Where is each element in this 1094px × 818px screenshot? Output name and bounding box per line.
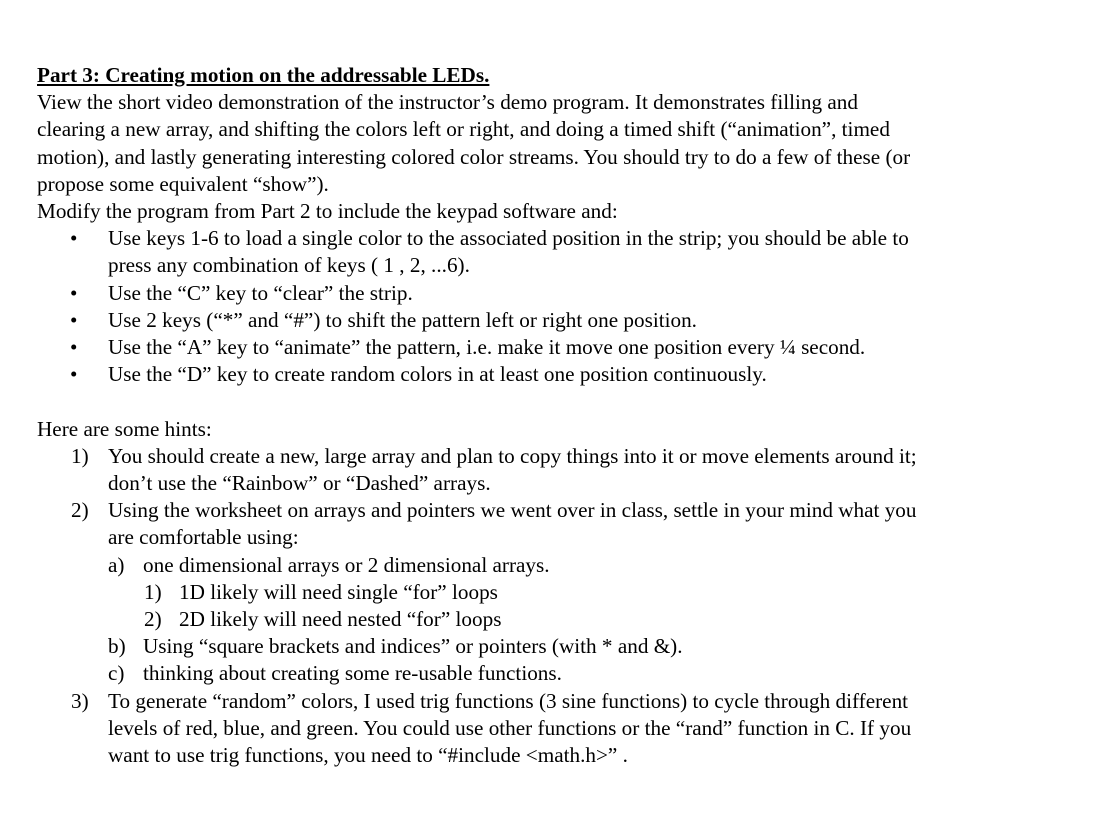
intro-line: View the short video demonstration of the instructor’s demo program. It demonstrates filling and [37,90,858,115]
bullet-text: Use the “A” key to “animate” the pattern, i.e. make it move one position every ¼ second. [108,335,866,360]
hint-text: Using the worksheet on arrays and pointers we went over in class, settle in your mind what you [108,498,917,523]
hint-text: want to use trig functions, you need to “#include <math.h>” . [108,743,628,768]
sub-sub-hint-number: 1) [144,579,162,604]
bullet-icon: • [70,362,78,387]
sub-sub-hint-text: 2D likely will need nested “for” loops [179,607,502,632]
intro-line: motion), and lastly generating interesting colored color streams. You should try to do a few of these (or [37,144,911,169]
sub-hint-letter: a) [108,552,125,577]
bullet-item [37,307,1037,334]
section-heading: Part 3: Creating motion on the addressable LEDs. [37,63,490,87]
bullet-text: press any combination of keys ( 1 , 2, ...6). [108,253,470,278]
intro-line: propose some equivalent “show”). [37,171,329,196]
hint-item [37,443,1037,497]
modify-instruction: Modify the program from Part 2 to include the keypad software and: [37,199,618,224]
bullet-icon: • [70,280,78,305]
blank-line [37,388,1037,415]
sub-hint-text: one dimensional arrays or 2 dimensional arrays. [143,552,550,577]
hint-text: You should create a new, large array and plan to copy things into it or move elements around it; [108,443,917,468]
bullet-item [37,225,1037,279]
hint-text: don’t use the “Rainbow” or “Dashed” arrays. [108,471,491,496]
sub-hint-text: Using “square brackets and indices” or pointers (with * and &). [143,634,683,659]
hint-item [37,497,1037,551]
hint-text: To generate “random” colors, I used trig functions (3 sine functions) to cycle through different [108,688,909,713]
bullet-item [37,280,1037,307]
bullet-text: Use the “D” key to create random colors in at least one position continuously. [108,362,767,387]
bullet-icon: • [70,226,78,251]
hint-item [37,688,1037,770]
bullet-icon: • [70,307,78,332]
bullet-item [37,361,1037,388]
hints-intro: Here are some hints: [37,416,212,441]
bullet-item [37,334,1037,361]
sub-hint-letter: c) [108,661,125,686]
bullet-icon: • [70,335,78,360]
sub-sub-hint-number: 2) [144,607,162,632]
document-body [37,62,1037,769]
sub-hint-text: thinking about creating some re-usable functions. [143,661,562,686]
sub-hint-item [37,633,1037,660]
bullet-text: Use the “C” key to “clear” the strip. [108,280,413,305]
sub-sub-hint-text: 1D likely will need single “for” loops [179,579,498,604]
hint-text: are comfortable using: [108,525,299,550]
hint-number: 1) [71,443,89,468]
sub-hint-letter: b) [108,634,126,659]
hint-number: 2) [71,498,89,523]
bullet-text: Use keys 1-6 to load a single color to the associated position in the strip; you should be able to [108,226,909,251]
bullet-text: Use 2 keys (“*” and “#”) to shift the pattern left or right one position. [108,307,697,332]
sub-hint-item [37,552,1037,579]
hint-number: 3) [71,688,89,713]
hint-text: levels of red, blue, and green. You could use other functions or the “rand” function in C. If you [108,715,912,740]
intro-line: clearing a new array, and shifting the colors left or right, and doing a timed shift (“animation”, timed [37,117,890,142]
sub-sub-hint-item [37,579,1037,606]
sub-sub-hint-item [37,606,1037,633]
sub-hint-item [37,660,1037,687]
